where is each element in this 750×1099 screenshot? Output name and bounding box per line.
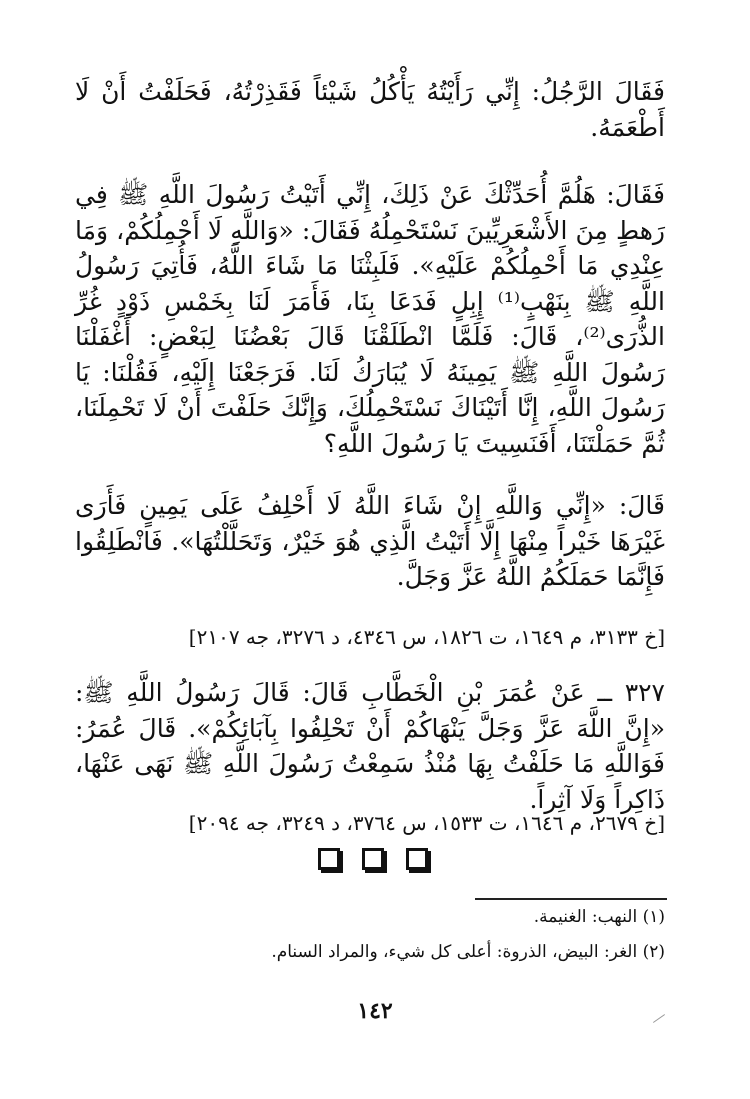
square-ornament-icon (362, 848, 384, 870)
hadith-reference-2: [خ ٢٦٧٩، م ١٦٤٦، ت ١٥٣٣، س ٣٧٦٤، د ٣٢٤٩، جه ٢٠٩٤] (188, 811, 665, 835)
paragraph-prophet-oath: قَالَ: «إِنِّي وَاللَّهِ إِنْ شَاءَ اللَّهُ لَا أَحْلِفُ عَلَى يَمِينٍ فَأَرَى غَيْرَهَا خَيْراً مِنْهَا إِلَّا أَتَيْتُ الَّذِي هُوَ خَيْرٌ، وَتَحَلَّلْتُهَا». فَانْطَلِقُوا فَإِنَّمَا حَمَلَكُمُ اللَّهُ عَزَّ وَجَلَّ. (75, 491, 665, 591)
footnote-separator (475, 898, 667, 900)
scan-mark (653, 1014, 665, 1023)
section-divider-ornament (318, 848, 428, 876)
paragraph-hadith-327: ٣٢٧ ــ عَنْ عُمَرَ بْنِ الْخَطَّابِ قَالَ: قَالَ رَسُولُ اللَّهِ ﷺ: «إِنَّ اللَّهَ عَزَّ وَجَلَّ يَنْهَاكُمْ أَنْ تَحْلِفُوا بِآبَائِكُمْ». قَالَ عُمَرُ: فَوَاللَّهِ مَا حَلَفْتُ بِهَا مُنْذُ سَمِعْتُ رَسُولَ اللَّهِ ﷺ نَهَى عَنْهَا، ذَاكِراً وَلَا آثِراً. (75, 678, 665, 814)
footnote-1: (١) النهب: الغنيمة. (533, 907, 665, 927)
page-number: ١٤٢ (357, 998, 393, 1024)
paragraph-hadith-narration: فَقَالَ: هَلُمَّ أُحَدِّثْكَ عَنْ ذَلِكَ، إِنِّي أَتَيْتُ رَسُولَ اللَّهِ ﷺ فِي رَهطٍ مِنَ الأَشْعَرِيِّينَ نَسْتَحْمِلُهُ فَقَالَ: «وَاللَّهِ لَا أَحْمِلُكُمْ، وَمَا عِنْدِي مَا أَحْمِلُكُمْ عَلَيْهِ». فَلَبِثْنَا مَا شَاءَ اللَّهُ، فَأُتِيَ رَسُولُ اللَّهِ ﷺ بِنَهْبٍ⁽¹⁾ إِبِلٍ فَدَعَا بِنَا، فَأَمَرَ لَنَا بِخَمْسِ ذَوْدٍ غُرِّ الذُّرَى⁽²⁾، قَالَ: فَلَمَّا انْطَلَقْنَا قَالَ بَعْضُنَا لِبَعْضٍ: أَغْفَلْنَا رَسُولَ اللَّهِ ﷺ يَمِينَهُ لَا يُبَارَكُ لَنَا. فَرَجَعْنَا إِلَيْهِ، فَقُلْنَا: يَا رَسُولَ اللَّهِ، إِنَّا أَتَيْنَاكَ نَسْتَحْمِلُكَ، وَإِنَّكَ حَلَفْتَ أَنْ لَا تَحْمِلَنَا، ثُمَّ حَمَلْتَنَا، أَفَنَسِيتَ يَا رَسُولَ اللَّهِ؟ (75, 180, 665, 458)
hadith-reference-1: [خ ٣١٣٣، م ١٦٤٩، ت ١٨٢٦، س ٤٣٤٦، د ٣٢٧٦، جه ٢١٠٧] (188, 625, 665, 649)
paragraph-man-reply: فَقَالَ الرَّجُلُ: إِنِّي رَأَيْتُهُ يَأْكُلُ شَيْئاً فَقَذِرْتُهُ، فَحَلَفْتُ أَنْ لَا أَطْعَمَهُ. (75, 77, 665, 142)
square-ornament-icon (406, 848, 428, 870)
square-ornament-icon (318, 848, 340, 870)
footnote-2: (٢) الغر: البيض، الذروة: أعلى كل شيء، والمراد السنام. (271, 942, 665, 962)
